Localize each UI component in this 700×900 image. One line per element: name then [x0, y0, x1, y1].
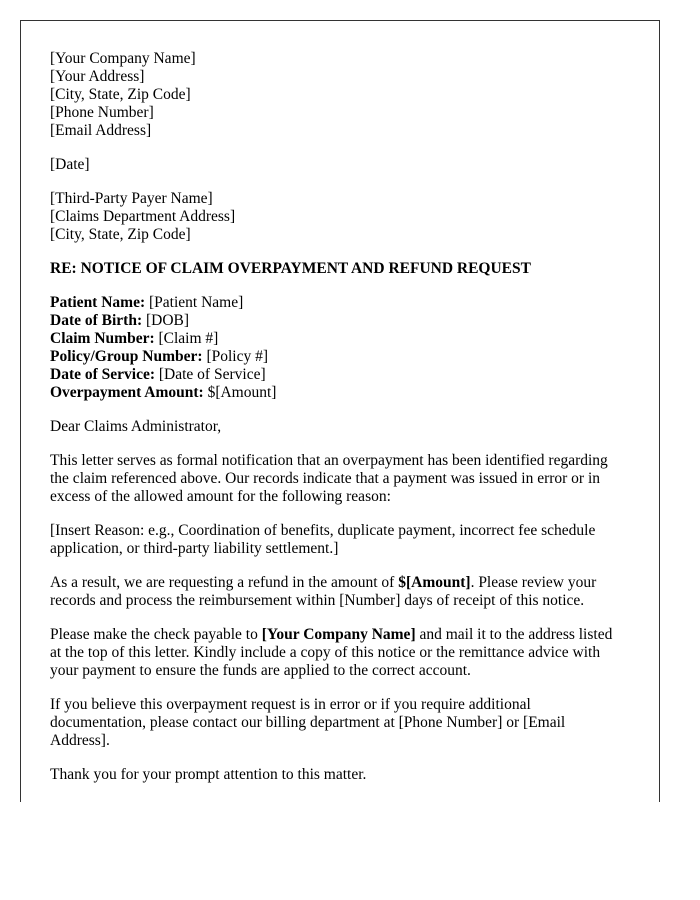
recipient-city-state-zip: [City, State, Zip Code]	[50, 226, 191, 243]
paragraph-refund-request	[50, 574, 640, 610]
claim-detail-dob	[50, 312, 640, 330]
refund-amount: $[Amount]	[398, 574, 471, 591]
paragraph-notification	[50, 452, 640, 506]
paragraph-line: records and process the reimbursement within [Number] days of receipt of this notice.	[50, 592, 585, 609]
text-segment: Please make the check payable to	[50, 626, 262, 643]
sender-company-name: [Your Company Name]	[50, 50, 196, 67]
letter-date: [Date]	[50, 156, 90, 173]
paragraph-line	[50, 574, 640, 592]
claim-detail-label: Claim Number:	[50, 330, 155, 347]
sender-city-state-zip: [City, State, Zip Code]	[50, 86, 191, 103]
subject-line: RE: NOTICE OF CLAIM OVERPAYMENT AND REFUND REQUEST	[50, 260, 531, 277]
claim-detail-patient-name	[50, 294, 640, 312]
sender-address: [Your Address]	[50, 68, 145, 85]
closing-line: Thank you for your prompt attention to this matter.	[50, 766, 367, 783]
claim-detail-value: $[Amount]	[207, 384, 277, 401]
paragraph-line: documentation, please contact our billing department at [Phone Number] or [Email	[50, 714, 566, 731]
sender-block	[50, 50, 640, 140]
claim-detail-label: Policy/Group Number:	[50, 348, 203, 365]
letter-content	[50, 50, 640, 800]
claim-detail-claim-number	[50, 330, 640, 348]
text-segment: . Please review your	[470, 574, 597, 591]
letter-page	[20, 20, 660, 802]
paragraph-line: excess of the allowed amount for the following reason:	[50, 488, 391, 505]
paragraph-line: This letter serves as formal notification that an overpayment has been identified regarding	[50, 452, 608, 469]
date-block	[50, 156, 640, 174]
claim-detail-value: [Policy #]	[206, 348, 268, 365]
paragraph-payment-instructions	[50, 626, 640, 680]
claim-detail-value: [Patient Name]	[149, 294, 244, 311]
paragraph-contact	[50, 696, 640, 750]
sender-email: [Email Address]	[50, 122, 152, 139]
paragraph-line	[50, 626, 640, 644]
paragraph-line: the claim referenced above. Our records indicate that a payment was issued in error or in	[50, 470, 601, 487]
claim-detail-value: [DOB]	[146, 312, 190, 329]
recipient-claims-address: [Claims Department Address]	[50, 208, 236, 225]
paragraph-line: your payment to ensure the funds are applied to the correct account.	[50, 662, 471, 679]
paragraph-line: Address].	[50, 732, 110, 749]
paragraph-line: application, or third-party liability settlement.]	[50, 540, 339, 557]
payee-name: [Your Company Name]	[261, 626, 416, 643]
claim-detail-date-of-service	[50, 366, 640, 384]
recipient-payer-name: [Third-Party Payer Name]	[50, 190, 213, 207]
claim-detail-label: Date of Service:	[50, 366, 156, 383]
claim-detail-label: Overpayment Amount:	[50, 384, 204, 401]
claim-details	[50, 294, 640, 402]
claim-detail-label: Date of Birth:	[50, 312, 143, 329]
salutation: Dear Claims Administrator,	[50, 418, 222, 435]
paragraph-line: If you believe this overpayment request is in error or if you require additional	[50, 696, 531, 713]
claim-detail-value: [Date of Service]	[158, 366, 266, 383]
claim-detail-label: Patient Name:	[50, 294, 146, 311]
paragraph-line: [Insert Reason: e.g., Coordination of benefits, duplicate payment, incorrect fee schedule	[50, 522, 596, 539]
claim-detail-overpayment-amount	[50, 384, 640, 402]
text-segment: As a result, we are requesting a refund in the amount of	[50, 574, 399, 591]
text-segment: and mail it to the address listed	[415, 626, 613, 643]
sender-phone: [Phone Number]	[50, 104, 154, 121]
paragraph-line: at the top of this letter. Kindly include a copy of this notice or the remittance advice with	[50, 644, 601, 661]
recipient-block	[50, 190, 640, 244]
paragraph-reason	[50, 522, 640, 558]
claim-detail-value: [Claim #]	[158, 330, 219, 347]
claim-detail-policy-number	[50, 348, 640, 366]
